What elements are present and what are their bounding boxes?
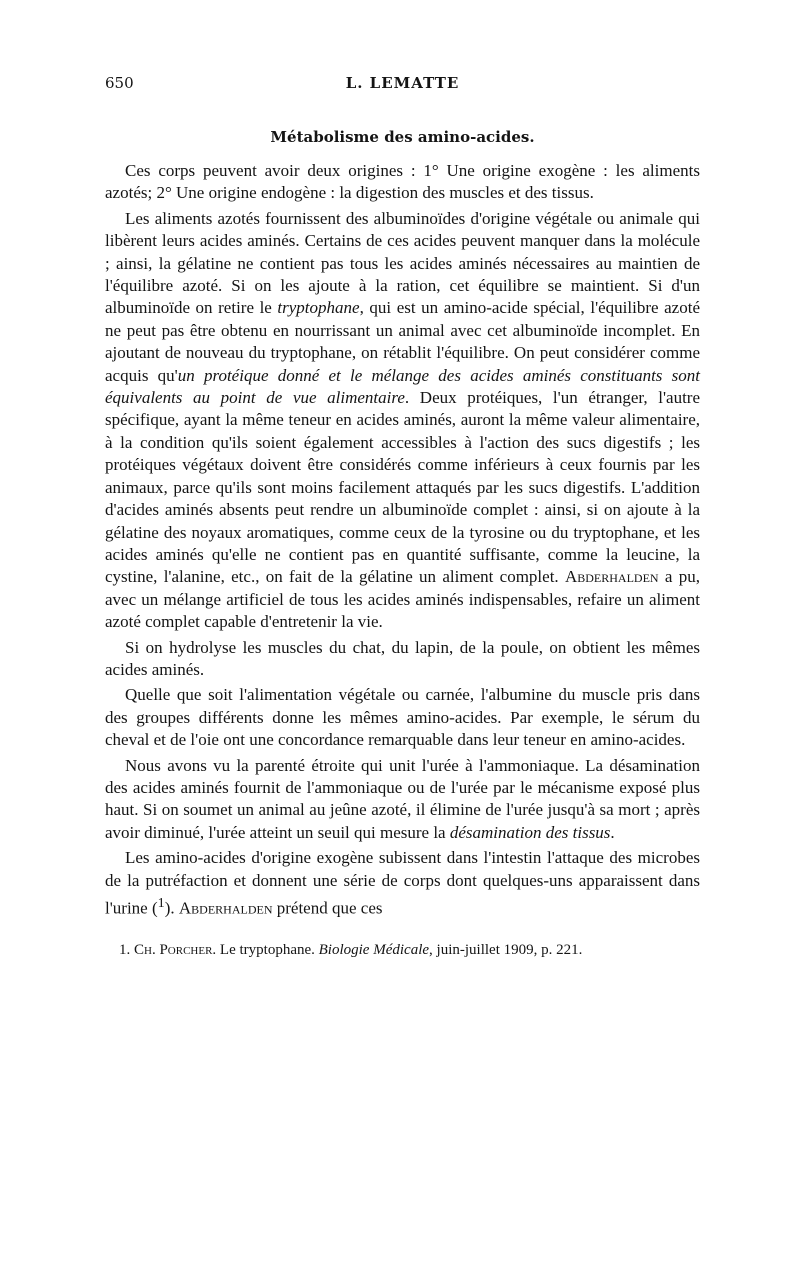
text-run: prétend que ces	[272, 898, 383, 918]
text-run: . Deux protéiques, l'un étranger, l'autre spécifique, ayant la même teneur en acides aminés, auront la même valeur alimentaire, à la condition qu'ils soient également accessibles à l'action des sucs digestifs ; les protéiques végétaux doivent être considérés comme inférieurs à ceux fournis par les animaux, parce qu'ils sont moins facilement attaqués par les sucs digestifs. L'addition d'acides aminés absents peut rendre un albuminoïde complet : ainsi, si on ajoute à la gélatine des noyaux aromatiques, comme ceux de la tyrosine ou du tryptophane, et les acides aminés qu'elle ne contient pas en quantité suffisante, comme la leucine, la cystine, l'alanine, etc., on fait de la gélatine un aliment complet.	[105, 388, 700, 587]
author-name: Abderhalden	[178, 898, 273, 918]
paragraph	[105, 847, 700, 920]
footnote	[105, 942, 700, 959]
text-run: Nous avons vu la parenté étroite qui unit l'urée à l'ammoniaque. La désamination des acides aminés fournit de l'ammoniaque ou de l'urée par le mécanisme exposé plus haut. Si on soumet un animal au jeûne azoté, il élimine de l'urée jusqu'à sa mort ; après avoir diminué, l'urée atteint un seuil qui mesure la	[105, 755, 700, 842]
footnote-title: . Le tryptophane.	[212, 942, 319, 959]
page	[105, 72, 700, 959]
footnote-number: 1.	[119, 942, 131, 959]
text-run: a pu, avec un mélange artificiel de tous les acides aminés indispensables, refaire un aliment azoté complet capable d'entretenir la vie.	[105, 567, 701, 632]
italic-term: tryptophane	[277, 298, 360, 318]
author-name: Abderhalden	[564, 567, 659, 587]
running-head	[105, 72, 700, 96]
running-title: L. LEMATTE	[345, 74, 460, 92]
footnote-reference[interactable]: 1	[157, 895, 165, 911]
paragraph: Ces corps peuvent avoir deux origines : 1° Une origine exogène : les aliments azotés; 2° Une origine endogène : la digestion des muscles et des tissus.	[105, 161, 700, 203]
paragraph	[105, 755, 700, 845]
text-run: Les aliments azotés fournissent des albuminoïdes d'origine végétale ou animale qui libèrent leurs acides aminés. Certains de ces acides peuvent manquer dans la molécule ; ainsi, la gélatine ne contient pas tous les acides aminés nécessaires au maintien de l'équilibre azoté. Si on les ajoute à la ration, cet équilibre se maintient. Si d'un albuminoïde on retire le	[105, 208, 700, 318]
paragraph	[105, 208, 700, 634]
text-run: , qui est un amino-acide spécial, l'équilibre azoté ne peut pas être obtenu en nourrissant un animal avec cet albuminoïde incomplet. En ajoutant de nouveau du tryptophane, on rétablit l'équilibre. On peut considérer comme acquis qu'	[105, 298, 700, 385]
text-run: Les amino-acides d'origine exogène subissent dans l'intestin l'attaque des microbes de la putréfaction et donnent une série de corps dont quelques-uns apparaissent dans l'urine (	[105, 848, 700, 918]
paragraph: Si on hydrolyse les muscles du chat, du lapin, de la poule, on obtient les mêmes acides aminés.	[105, 637, 700, 679]
footnote-details: , juin-juillet 1909, p. 221.	[429, 942, 583, 959]
page-number: 650	[105, 74, 134, 92]
section-title: Métabolisme des amino-acides.	[270, 128, 535, 146]
italic-statement: un protéique donné et le mélange des acides aminés constituants sont équivalents au point de vue alimentaire	[105, 365, 700, 408]
paragraph: Quelle que soit l'alimentation végétale ou carnée, l'albumine du muscle pris dans des groupes différents donne les mêmes amino-acides. Par exemple, le sérum du cheval et de l'oie ont une concordance remarquable dans leur teneur en amino-acides.	[105, 685, 700, 750]
text-run: ).	[164, 898, 179, 918]
text-run: .	[610, 822, 615, 842]
italic-term: désamination des tissus	[449, 822, 611, 842]
footnote-journal: Biologie Médicale	[318, 942, 430, 959]
footnote-author: Ch. Porcher	[134, 942, 213, 959]
